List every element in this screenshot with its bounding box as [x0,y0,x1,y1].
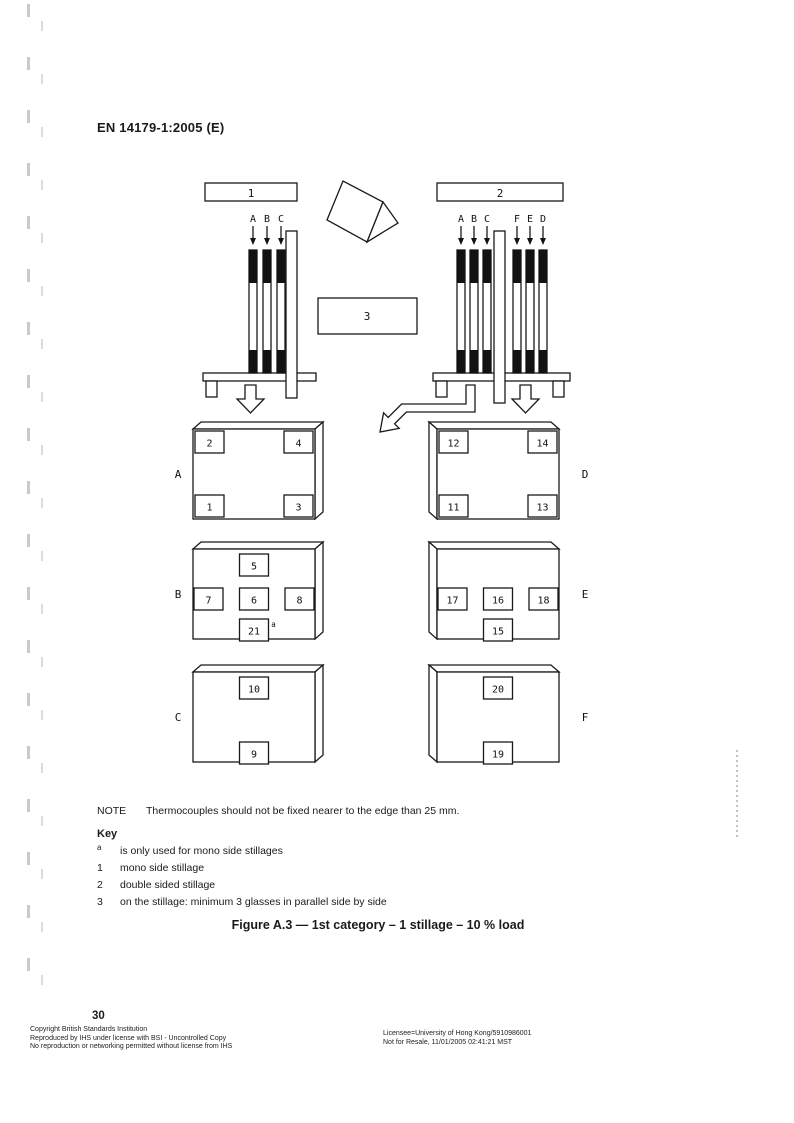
key-text: mono side stillage [120,862,205,874]
footer-license [383,1030,531,1047]
key-item [97,862,387,879]
glass-position-letter-C: C [483,214,491,225]
thermocouple-number-12: 12 [447,438,460,450]
thermocouple-number-21: 21 [247,626,261,638]
figure-caption: Figure A.3 — 1st category – 1 stillage – 10 % load [231,918,525,932]
key-symbol: 1 [97,862,103,874]
thermocouple-number-16: 16 [491,595,505,607]
note-text: Thermocouples should not be fixed nearer to the edge than 25 mm. [146,805,460,817]
thermocouple-number-2: 2 [206,438,213,450]
key-text: is only used for mono side stillages [120,845,283,857]
footnote-marker: a [271,620,276,629]
key-item [97,845,387,862]
double-stillage-leg-right [553,381,564,397]
footer-line: Reproduced by IHS under license with BSI - Uncontrolled Copy [30,1034,227,1042]
key-text: on the stillage: minimum 3 glasses in parallel side by side [120,896,387,908]
thermocouple-number-6: 6 [250,595,258,607]
glass-sheet-bottom-mark [483,350,491,373]
key-symbol: 2 [97,879,103,891]
panel-side-edge [429,422,437,519]
letter-arrow-head-icon [250,238,256,245]
letter-arrow-head-icon [278,238,284,245]
key-symbol: a [97,843,102,852]
glass-position-letter-D: D [539,214,547,225]
note-label: NOTE [97,805,127,817]
panel-side-edge [315,665,323,762]
down-arrow-left [237,385,264,413]
callout-2-label: 2 [496,187,504,200]
glass-sheet-bottom-mark [470,350,478,373]
panel-top-edge [429,665,559,672]
key-text: double sided stillage [120,879,216,891]
glass-position-letter-E: E [526,214,534,225]
panel-top-edge [193,542,323,549]
thermocouple-number-8: 8 [296,595,303,607]
panel-letter-F: F [581,711,589,724]
key-symbol: 3 [97,896,103,908]
letter-arrow-head-icon [458,238,464,245]
letter-arrow-head-icon [471,238,477,245]
thermocouple-number-4: 4 [295,438,302,450]
thermocouple-number-9: 9 [250,749,258,761]
glass-sheet-top-mark [263,250,271,283]
thermocouple-number-14: 14 [536,438,549,450]
key-list [97,845,387,913]
figure-note [97,805,459,817]
letter-arrow-head-icon [514,238,520,245]
glass-position-letter-C: C [277,214,285,225]
panel-side-edge [315,542,323,639]
glass-sheet-top-mark [249,250,257,283]
panel-letter-E: E [581,588,589,601]
glass-position-letter-F: F [513,214,521,225]
glass-sheet-top-mark [470,250,478,283]
key-title: Key [97,828,118,840]
standard-reference: EN 14179-1:2005 (E) [97,120,225,135]
panel-side-edge [429,665,437,762]
callout-3-label: 3 [363,310,371,323]
panel-letter-A: A [174,468,182,481]
footer-line: No reproduction or networking permitted without license from IHS [30,1043,233,1050]
letter-arrow-head-icon [264,238,270,245]
callout-1-label: 1 [247,187,255,200]
thermocouple-number-13: 13 [536,502,549,514]
glass-sheet-top-mark [483,250,491,283]
diagram-dynamic-layer [175,214,589,764]
letter-arrow-head-icon [540,238,546,245]
glass-position-letter-A: A [249,214,257,225]
glass-sheet-top-mark [513,250,521,283]
panel-top-edge [193,665,323,672]
panel-letter-C: C [174,711,182,724]
letter-arrow-head-icon [527,238,533,245]
glass-sheet-top-mark [526,250,534,283]
panel-letter-B: B [174,588,182,601]
thermocouple-number-1: 1 [206,502,213,514]
thermocouple-number-5: 5 [250,561,258,573]
glass-position-letter-B: B [263,214,271,225]
panel-side-edge [429,542,437,639]
page-number: 30 [92,1010,105,1022]
thermocouple-number-10: 10 [247,684,261,696]
footer-line: Copyright British Standards Institution [30,1026,148,1033]
glass-sheet-top-mark [539,250,547,283]
panel-top-edge [429,542,559,549]
footer-line: Not for Resale, 11/01/2005 02:41:21 MST [383,1038,513,1046]
double-stillage-post [494,231,505,403]
thermocouple-number-11: 11 [447,502,460,514]
key-item [97,896,387,913]
double-stillage-leg-left [436,381,447,397]
down-arrow-right [512,385,539,413]
thermocouple-number-19: 19 [491,749,505,761]
glass-sheet-bottom-mark [249,350,257,373]
glass-position-letter-A: A [457,214,465,225]
footer-line: Licensee=University of Hong Kong/5910986001 [383,1030,532,1037]
thermocouple-number-17: 17 [446,595,459,607]
mono-stillage-leg [206,381,217,397]
panel-letter-D: D [581,468,589,481]
panel-top-edge [429,422,559,429]
glass-sheet-bottom-mark [263,350,271,373]
footer-copyright [30,1026,232,1052]
thermocouple-number-20: 20 [491,684,505,696]
glass-sheet-bottom-mark [526,350,534,373]
panel-top-edge [193,422,323,429]
mono-stillage-base [203,373,316,381]
glass-sheet-bottom-mark [457,350,465,373]
glass-sheet-top-mark [277,250,285,283]
mono-stillage-post [286,231,297,398]
glass-position-letter-B: B [470,214,478,225]
thermocouple-number-7: 7 [205,595,212,607]
glass-sheet-top-mark [457,250,465,283]
glass-sheet-bottom-mark [277,350,285,373]
key-item [97,879,387,896]
thermocouple-number-18: 18 [537,595,550,607]
thermocouple-number-3: 3 [295,502,302,514]
glass-sheet-bottom-mark [539,350,547,373]
letter-arrow-head-icon [484,238,490,245]
thermocouple-number-15: 15 [491,626,505,638]
panel-side-edge [315,422,323,519]
glass-sheet-bottom-mark [513,350,521,373]
